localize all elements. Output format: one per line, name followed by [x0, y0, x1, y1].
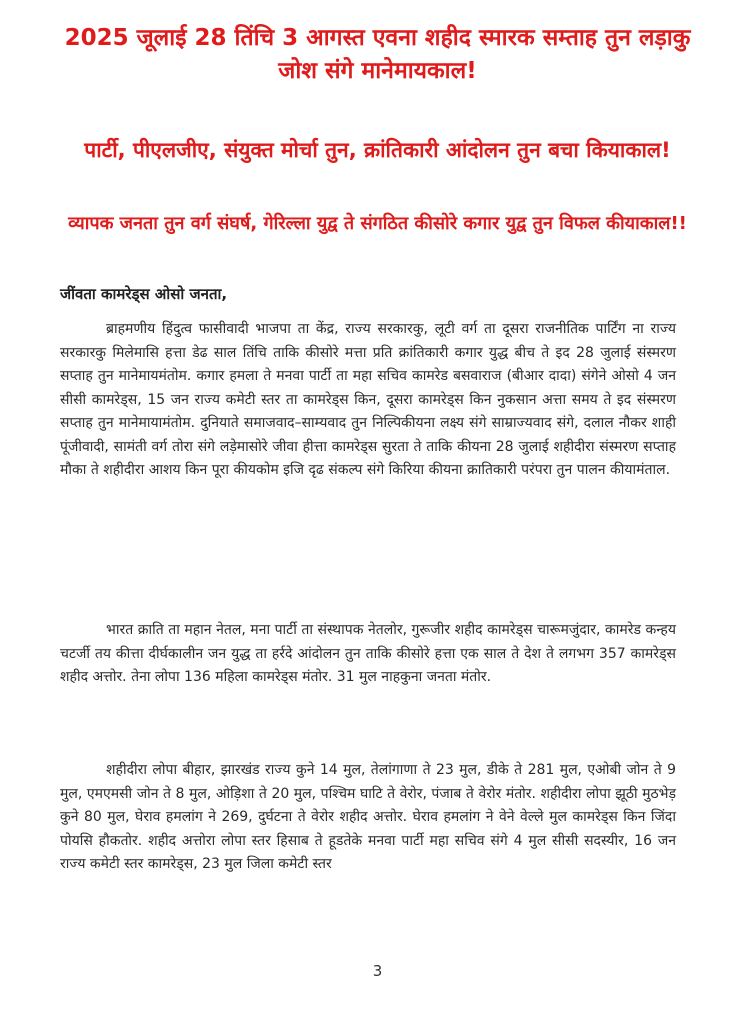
third-heading: व्यापक जनता तुन वर्ग संघर्ष, गेरिल्ला युद्व ते संगठित कीसोरे कगार युद्व तुन विफल कीयाकाल!!: [68, 213, 687, 234]
paragraph-3: शहीदीरा लोपा बीहार, झारखंड राज्य कुने 14 मुल, तेलांगाणा ते 23 मुल, डीके ते 281 मुल, एओबी जोन ते 9 मुल, एमएमसी जोन ते 8 मुल, ओड़िशा ते 20 मुल, पश्चिम घाटि ते वेरोर, पंजाब ते वेरोर मंतोर. शहीदीरा लोपा झूठी मुठभेड़ कुने 80 मुल, घेराव हमलांग ने 269, दुर्घटना ते वेरोर शहीद अत्तोर. घेराव हमलांग ने वेने वेल्ले मुल कामरेड्स किन जिंदा पोयसि हौकतोर. शहीद अत्तोरा लोपा स्तर हिसाब ते हूडतेके मनवा पार्टी महा सचिव संगे 4 मुल सीसी सदस्यीर, 16 जन राज्य कमेटी स्तर कामरेड्स, 23 मुल जिला कमेटी स्तर: [60, 762, 676, 872]
salutation: जींवता कामरेड्स ओसो जनता,: [60, 285, 228, 303]
page-number: 3: [372, 962, 383, 980]
paragraph-2: भारत क्राति ता महान नेतल, मना पार्टी ता संस्थापक नेतलोर, गुरूजीर शहीद कामरेड्स चारूमजुंदार, कामरेड कन्हय चटर्जी तय कीत्ता दीर्घकालीन जन युद्ध ता हर्रदे आंदोलन तुन ताकि कीसोरे हत्ता एक साल ते देश ते लगभग 357 कामरेड्स शहीद अत्तोर. तेना लोपा 136 महिला कामरेड्स मंतोर. 31 मुल नाहकुना जनता मंतोर.: [60, 622, 676, 685]
second-heading: पार्टी, पीएलजीए, संयुक्त मोर्चा तुन, क्रांतिकारी आंदोलन तुन बचा कियाकाल!: [84, 138, 671, 162]
main-heading: 2025 जूलाई 28 तिंचि 3 आगस्त एवना शहीद स्मारक सम्ताह तुन लड़ाकु जोश संगे मानेमायकाल!: [64, 25, 691, 84]
paragraph-1: ब्राहमणीय हिंदुत्व फासीवादी भाजपा ता केंद्र, राज्य सरकारकु, लूटी वर्ग ता दूसरा राजनीतिक पार्टिंग ना राज्य सरकारकु मिलेमासि हत्ता डेढ साल तिंचि ताकि कीसोरे मत्ता प्रति क्रांतिकारी कगार युद्ध बीच ते इद 28 जुलाई संस्मरण सप्ताह तुन मानेमायमंतोम. कगार हमला ते मनवा पार्टी ता महा सचिव कामरेड बसवाराज (बीआर दादा) संगेने ओसो 4 जन सीसी कामरेड्स, 15 जन राज्य कमेटी स्तर ता कामरेड्स किन, दूसरा कामरेड्स किन नुकसान अत्ता समय ते इद संस्मरण सप्ताह तुन मानेमायामंतोम. दुनियाते समाजवाद–साम्यवाद तुन निल्पिकीयना लक्ष्य संगे साम्राज्यवाद संगे, दलाल नौकर शाही पूंजीवादी, सामंती वर्ग तोरा संगे लड़ेमासोरे जीवा हीत्ता कामरेड्स सुरता ते ताकि कीयना 28 जुलाई शहीदीरा संस्मरण सप्ताह मौका ते शहीदीरा आशय किन पूरा कीयकोम इजि दृढ संकल्प संगे किरिया कीयना क्रातिकारी परंपरा तुन पालन कीयामंताल.: [60, 321, 676, 478]
